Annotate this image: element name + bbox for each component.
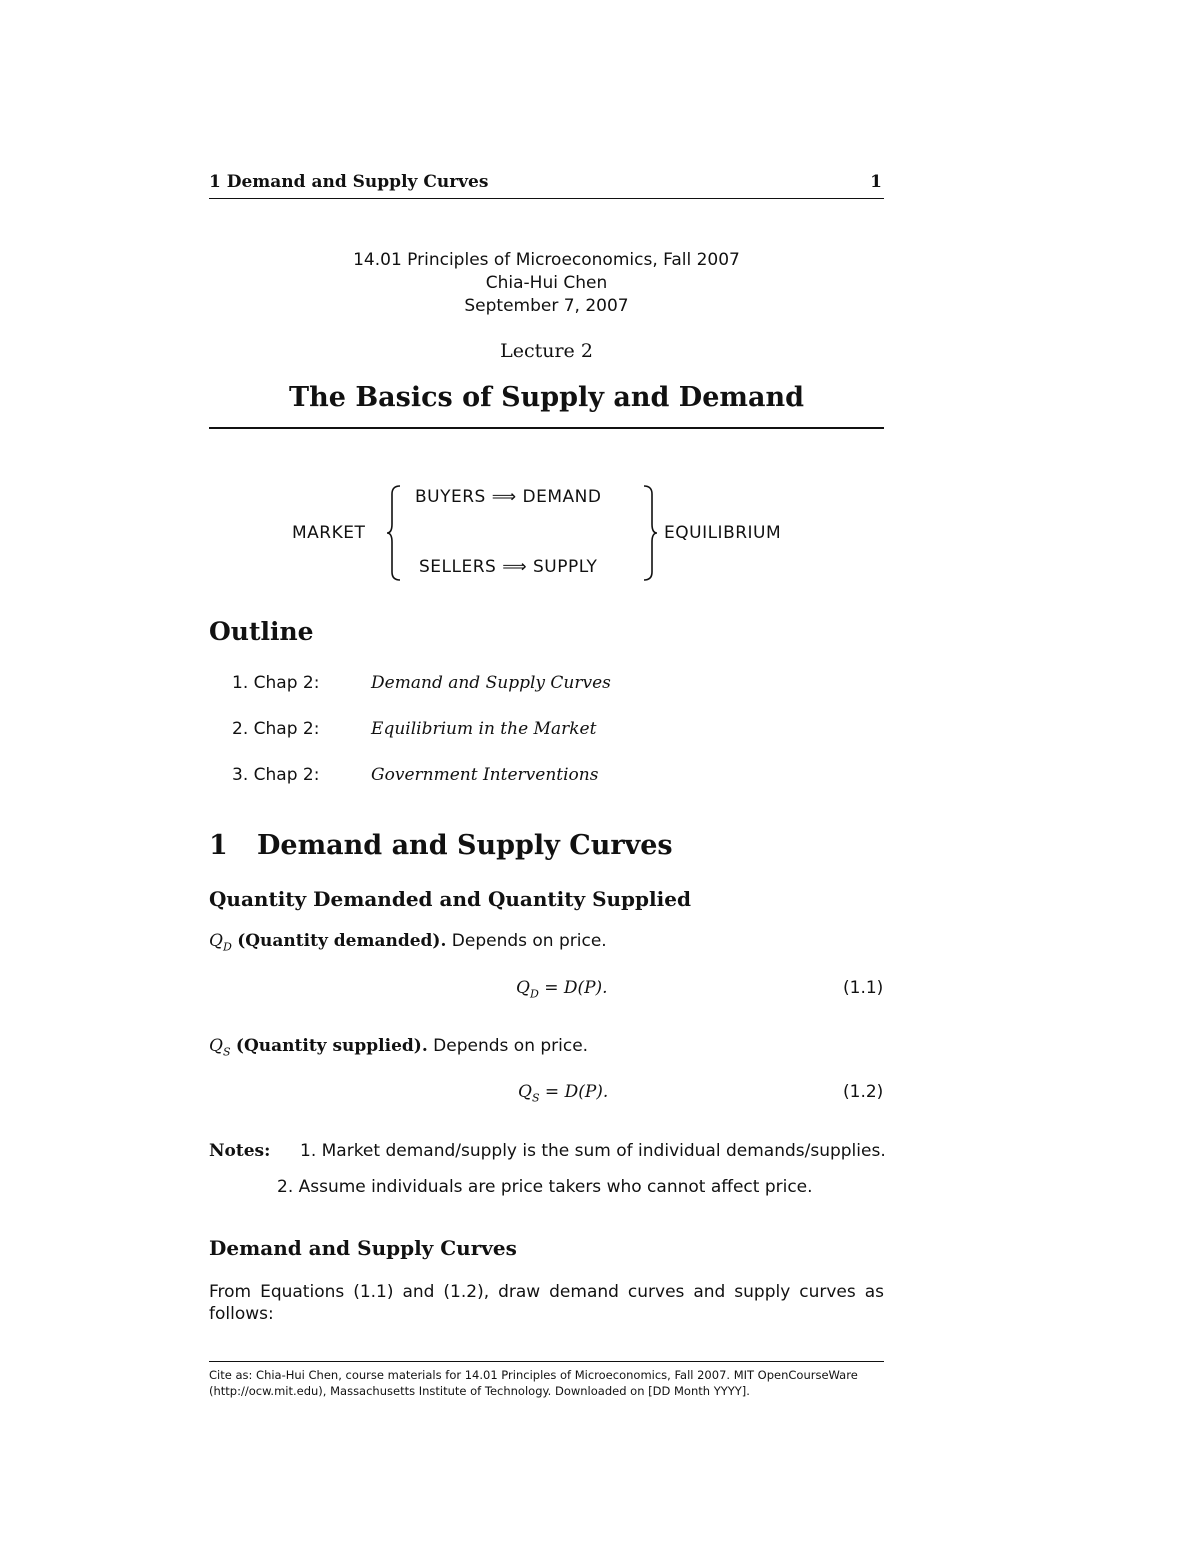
right-brace-icon	[642, 484, 658, 582]
footnote-rule	[209, 1361, 884, 1362]
equation-1-1	[516, 978, 608, 1000]
running-header	[209, 172, 884, 199]
left-brace-icon	[386, 484, 402, 582]
title-rule	[209, 427, 884, 429]
eq1-lhs: Q	[516, 978, 530, 998]
implies-arrow-icon: ⟹	[502, 557, 528, 577]
outline-item	[232, 719, 596, 739]
section-number: 1	[209, 830, 228, 861]
running-header-title: 1 Demand and Supply Curves	[209, 172, 489, 192]
diagram-buyers-label: BUYERS	[415, 487, 486, 507]
qd-subscript: D	[222, 940, 232, 954]
page-number: 1	[870, 172, 882, 192]
qs-subscript: S	[222, 1045, 231, 1059]
equation-number: (1.1)	[843, 978, 884, 998]
diagram-supply-label: SUPPLY	[533, 557, 598, 577]
eq2-lhs: Q	[518, 1082, 532, 1102]
notes-label: Notes:	[209, 1141, 271, 1161]
outline-item-number: 3.	[232, 765, 249, 785]
diagram-sellers-row	[419, 557, 597, 577]
citation-footnote: Cite as: Chia-Hui Chen, course materials for 14.01 Principles of Microeconomics, Fall 2007. MIT OpenCourseWare (http://ocw.mit.edu), Massachusetts Institute of Technology. Downloaded on [DD Month YYYY].	[209, 1368, 858, 1398]
note-item: 1. Market demand/supply is the sum of individual demands/supplies.	[300, 1141, 886, 1161]
qs-definition	[209, 1036, 588, 1058]
outline-item-topic: Government Interventions	[371, 765, 599, 785]
diagram-demand-label: DEMAND	[522, 487, 602, 507]
outline-item-number: 2.	[232, 719, 249, 739]
eq1-rhs: = D(P).	[544, 978, 608, 998]
eq2-rhs: = D(P).	[544, 1082, 609, 1102]
outline-item-topic: Equilibrium in the Market	[371, 719, 597, 739]
qd-definition	[209, 931, 607, 953]
outline-item-chapter: Chap 2:	[253, 719, 320, 739]
diagram-sellers-label: SELLERS	[419, 557, 497, 577]
qs-symbol: Q	[209, 1036, 223, 1056]
subsection-heading-curves: Demand and Supply Curves	[209, 1236, 517, 1260]
outline-item	[232, 765, 598, 785]
diagram-equilibrium-label: EQUILIBRIUM	[664, 523, 782, 543]
qd-term: (Quantity demanded).	[237, 931, 447, 951]
diagram-market-label: MARKET	[292, 523, 366, 543]
outline-item-chapter: Chap 2:	[253, 673, 320, 693]
qd-symbol: Q	[209, 931, 223, 951]
lecture-date: September 7, 2007	[464, 296, 629, 316]
equation-number: (1.2)	[843, 1082, 884, 1102]
lecture-number: Lecture 2	[500, 340, 593, 362]
page-title: The Basics of Supply and Demand	[289, 382, 804, 413]
eq2-lhs-subscript: S	[531, 1091, 540, 1105]
outline-item-topic: Demand and Supply Curves	[371, 673, 611, 693]
implies-arrow-icon: ⟹	[491, 487, 517, 507]
outline-item-chapter: Chap 2:	[253, 765, 320, 785]
outline-item	[232, 673, 611, 693]
note-item: 2. Assume individuals are price takers who cannot affect price.	[277, 1177, 813, 1197]
equation-1-2	[518, 1082, 608, 1104]
qs-term: (Quantity supplied).	[235, 1036, 428, 1056]
author-name: Chia-Hui Chen	[485, 273, 608, 293]
course-name: 14.01 Principles of Microeconomics, Fall 2007	[353, 250, 740, 270]
subsection-heading-quantity: Quantity Demanded and Quantity Supplied	[209, 887, 691, 911]
body-paragraph: From Equations (1.1) and (1.2), draw demand curves and supply curves as follows:	[209, 1282, 884, 1324]
outline-item-number: 1.	[232, 673, 249, 693]
qd-text: Depends on price.	[451, 931, 607, 951]
section-title: Demand and Supply Curves	[257, 830, 673, 861]
outline-heading: Outline	[209, 617, 314, 646]
qs-text: Depends on price.	[433, 1036, 589, 1056]
eq1-lhs-subscript: D	[529, 987, 539, 1001]
diagram-buyers-row	[415, 487, 601, 507]
